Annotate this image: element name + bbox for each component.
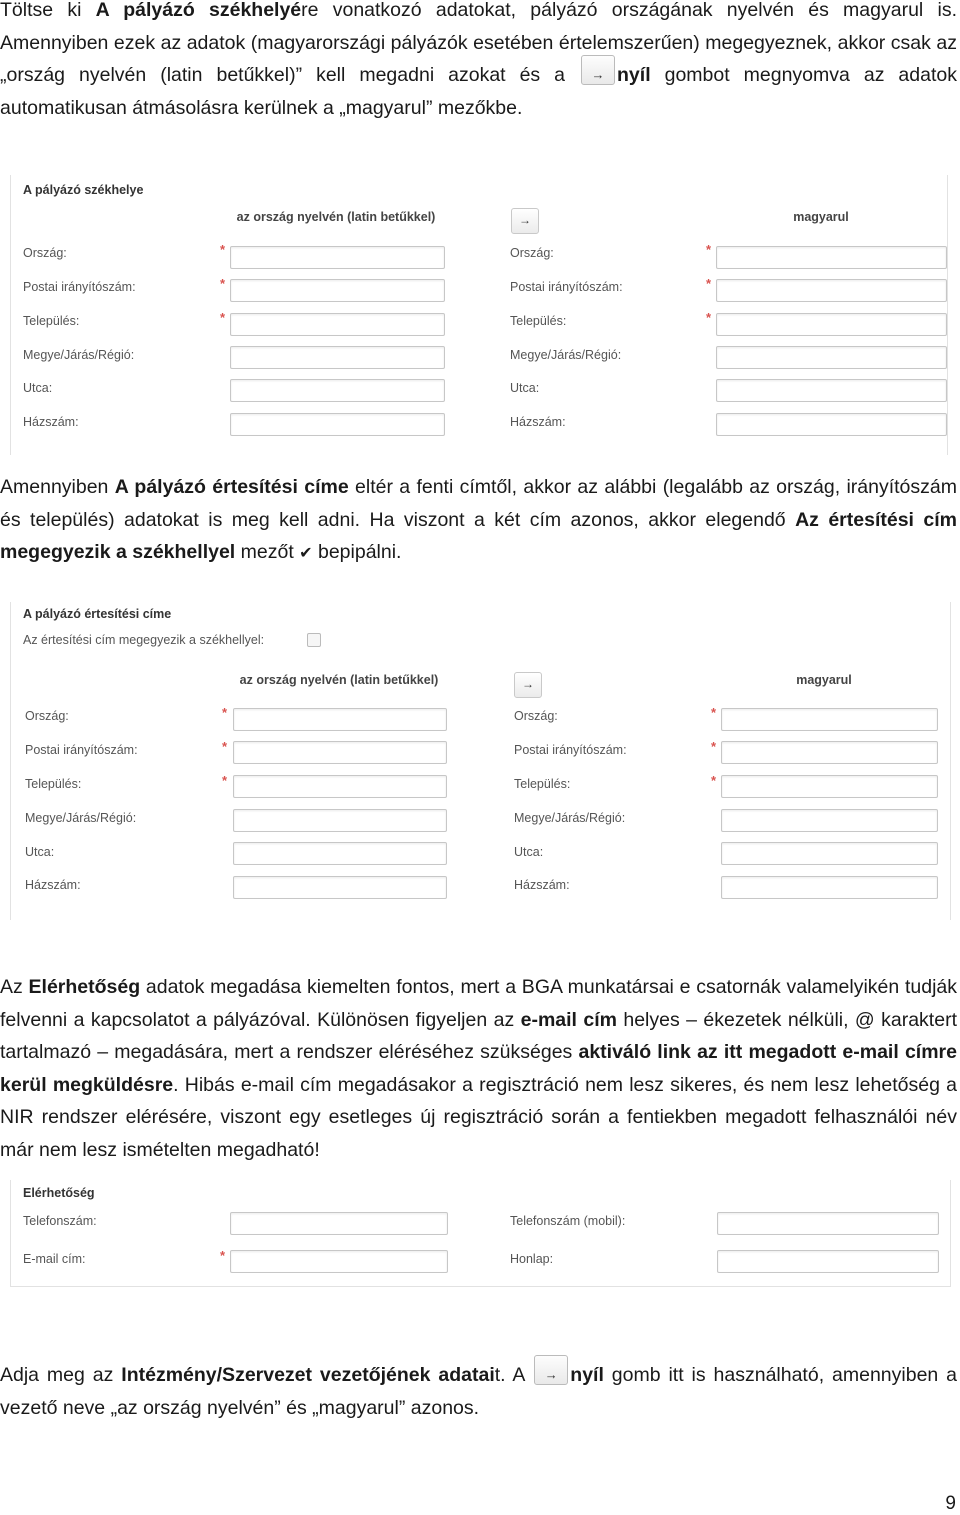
- postal-code-input-hu[interactable]: [716, 279, 947, 302]
- postal-code-input[interactable]: [233, 741, 447, 764]
- copy-arrow-button[interactable]: [511, 208, 539, 234]
- column-header-native: az ország nyelvén (latin betűkkel): [236, 210, 436, 224]
- region-input[interactable]: [233, 809, 447, 832]
- required-mark: *: [706, 276, 712, 291]
- country-input-hu[interactable]: [721, 708, 938, 731]
- country-input[interactable]: [230, 246, 445, 269]
- arrow-icon: [581, 55, 615, 85]
- notification-address-panel: [10, 602, 951, 920]
- email-input[interactable]: [230, 1250, 448, 1273]
- text: . Hibás e-mail cím megadásakor a regisztráció nem lesz sikeres, és nem lesz lehetőség a NIR rendszer elérésére, viszont egy esetleges új regisztráció során a fentiekben megadott felhasználói név már nem lesz ismételten megadható!: [0, 1073, 957, 1161]
- bold-text: Intézmény/Szervezet vezetőjének adatai: [121, 1364, 495, 1386]
- label-house-number: Házszám:: [514, 878, 570, 892]
- region-input[interactable]: [230, 346, 445, 369]
- checkmark-icon: ✔: [299, 543, 313, 562]
- label-city: Település:: [23, 314, 80, 328]
- label-postal-code: Postai irányítószám:: [23, 280, 136, 294]
- label-country: Ország:: [510, 246, 554, 260]
- text: Az: [0, 976, 29, 998]
- label-street: Utca:: [25, 845, 55, 859]
- arrow-icon: [534, 1355, 568, 1385]
- label-postal-code: Postai irányítószám:: [25, 743, 138, 757]
- city-input-hu[interactable]: [721, 775, 938, 798]
- bold-text: nyíl: [617, 64, 651, 86]
- label-city: Település:: [25, 777, 82, 791]
- postal-code-input[interactable]: [230, 279, 445, 302]
- house-number-input-hu[interactable]: [721, 876, 938, 899]
- panel-title: A pályázó értesítési címe: [23, 607, 172, 621]
- label-country: Ország:: [514, 709, 558, 723]
- mobile-input[interactable]: [717, 1212, 939, 1235]
- panel-title: Elérhetőség: [23, 1186, 95, 1200]
- required-mark: *: [706, 242, 712, 257]
- bold-text: A pályázó értesítési címe: [114, 476, 349, 498]
- street-input[interactable]: [233, 842, 447, 865]
- website-input[interactable]: [717, 1250, 939, 1273]
- required-mark: *: [711, 739, 717, 754]
- label-mobile: Telefonszám (mobil):: [510, 1214, 626, 1228]
- label-postal-code: Postai irányítószám:: [514, 743, 627, 757]
- label-region: Megye/Járás/Régió:: [25, 811, 137, 825]
- text: Amennyiben: [0, 476, 115, 498]
- label-postal-code: Postai irányítószám:: [510, 280, 623, 294]
- label-street: Utca:: [514, 845, 544, 859]
- text: re vonatkozó adatokat, pályázó országának nyelvén és magyarul is. Amennyiben ezek az adatok (magyarországi pályázók esetében értelemszerűen) megegyeznek, akkor csak az „ország nyelvén (latin betűkkel)” kell megadni azokat és a: [0, 0, 957, 86]
- label-street: Utca:: [23, 381, 53, 395]
- contact-paragraph: [0, 971, 957, 1166]
- country-input-hu[interactable]: [716, 246, 947, 269]
- column-header-native: az ország nyelvén (latin betűkkel): [239, 673, 439, 687]
- copy-arrow-button[interactable]: [514, 672, 542, 698]
- contact-panel: [10, 1180, 951, 1287]
- column-header-hungarian: magyarul: [796, 673, 852, 687]
- bold-text: A pályázó székhelyé: [95, 0, 302, 21]
- required-mark: *: [220, 1248, 226, 1263]
- label-country: Ország:: [25, 709, 69, 723]
- required-mark: *: [220, 310, 226, 325]
- same-as-hq-checkbox[interactable]: [307, 633, 321, 647]
- text: gomb itt is használható, amennyiben a vezető neve „az ország nyelvén” és „magyarul” azonos.: [0, 1364, 958, 1419]
- country-input[interactable]: [233, 708, 447, 731]
- required-mark: *: [711, 705, 717, 720]
- text: t. A: [494, 1364, 533, 1386]
- required-mark: *: [711, 773, 717, 788]
- phone-input[interactable]: [230, 1212, 448, 1235]
- label-region: Megye/Járás/Régió:: [510, 348, 622, 362]
- text: Adja meg az: [0, 1364, 122, 1386]
- street-input[interactable]: [230, 379, 445, 402]
- required-mark: *: [222, 705, 228, 720]
- label-country: Ország:: [23, 246, 67, 260]
- label-email: E-mail cím:: [23, 1252, 86, 1266]
- panel-title: A pályázó székhelye: [23, 183, 144, 197]
- street-input-hu[interactable]: [716, 379, 947, 402]
- intro-paragraph: [0, 0, 957, 124]
- label-website: Honlap:: [510, 1252, 554, 1266]
- region-input-hu[interactable]: [716, 346, 947, 369]
- text: Töltse ki: [0, 0, 96, 21]
- required-mark: *: [706, 310, 712, 325]
- text: gombot megnyomva az adatok automatikusan átmásolásra kerülnek a „magyarul” mezőkbe.: [0, 64, 957, 119]
- bold-text: nyíl: [570, 1364, 604, 1386]
- text: mezőt: [235, 541, 300, 563]
- label-city: Település:: [514, 777, 571, 791]
- required-mark: *: [220, 276, 226, 291]
- label-region: Megye/Járás/Régió:: [514, 811, 626, 825]
- bold-text: Az értesítési cím megegyezik a székhellyel: [0, 508, 957, 563]
- region-input-hu[interactable]: [721, 809, 938, 832]
- city-input-hu[interactable]: [716, 313, 947, 336]
- required-mark: *: [222, 739, 228, 754]
- label-house-number: Házszám:: [23, 415, 79, 429]
- text: helyes – ékezetek nélküli, @ karaktert tartalmazó – megadására, mert a rendszer eléréséhez szükséges: [0, 1008, 957, 1063]
- text: eltér a fenti címtől, akkor az alábbi (legalább az ország, irányítószám és település) adatokat is meg kell adni. Ha viszont a két cím azonos, akkor elegendő: [0, 476, 957, 531]
- bold-text: Elérhetőség: [28, 976, 141, 998]
- leader-paragraph: [0, 1359, 957, 1424]
- house-number-input[interactable]: [230, 413, 445, 436]
- bold-text: e-mail cím: [520, 1008, 617, 1031]
- label-phone: Telefonszám:: [23, 1214, 97, 1228]
- city-input[interactable]: [233, 775, 447, 798]
- label-street: Utca:: [510, 381, 540, 395]
- house-number-input[interactable]: [233, 876, 447, 899]
- text: bepipálni.: [312, 541, 402, 563]
- page-number: 9: [945, 1493, 956, 1514]
- postal-code-input-hu[interactable]: [721, 741, 938, 764]
- column-header-hungarian: magyarul: [793, 210, 849, 224]
- label-house-number: Házszám:: [25, 878, 81, 892]
- label-same-as-hq: Az értesítési cím megegyezik a székhellyel:: [23, 633, 265, 647]
- required-mark: *: [220, 242, 226, 257]
- bold-text: aktiváló link az itt megadott e-mail címre kerül megküldésre: [0, 1041, 957, 1096]
- notification-paragraph: [0, 471, 957, 570]
- label-house-number: Házszám:: [510, 415, 566, 429]
- label-city: Település:: [510, 314, 567, 328]
- headquarters-panel: [10, 175, 948, 455]
- street-input-hu[interactable]: [721, 842, 938, 865]
- city-input[interactable]: [230, 313, 445, 336]
- house-number-input-hu[interactable]: [716, 413, 947, 436]
- required-mark: *: [222, 773, 228, 788]
- label-region: Megye/Járás/Régió:: [23, 348, 135, 362]
- text: adatok megadása kiemelten fontos, mert a BGA munkatársai e csatornák valamelyikén tudják felvenni a kapcsolatot a pályázóval. Különösen figyeljen az: [0, 976, 957, 1031]
